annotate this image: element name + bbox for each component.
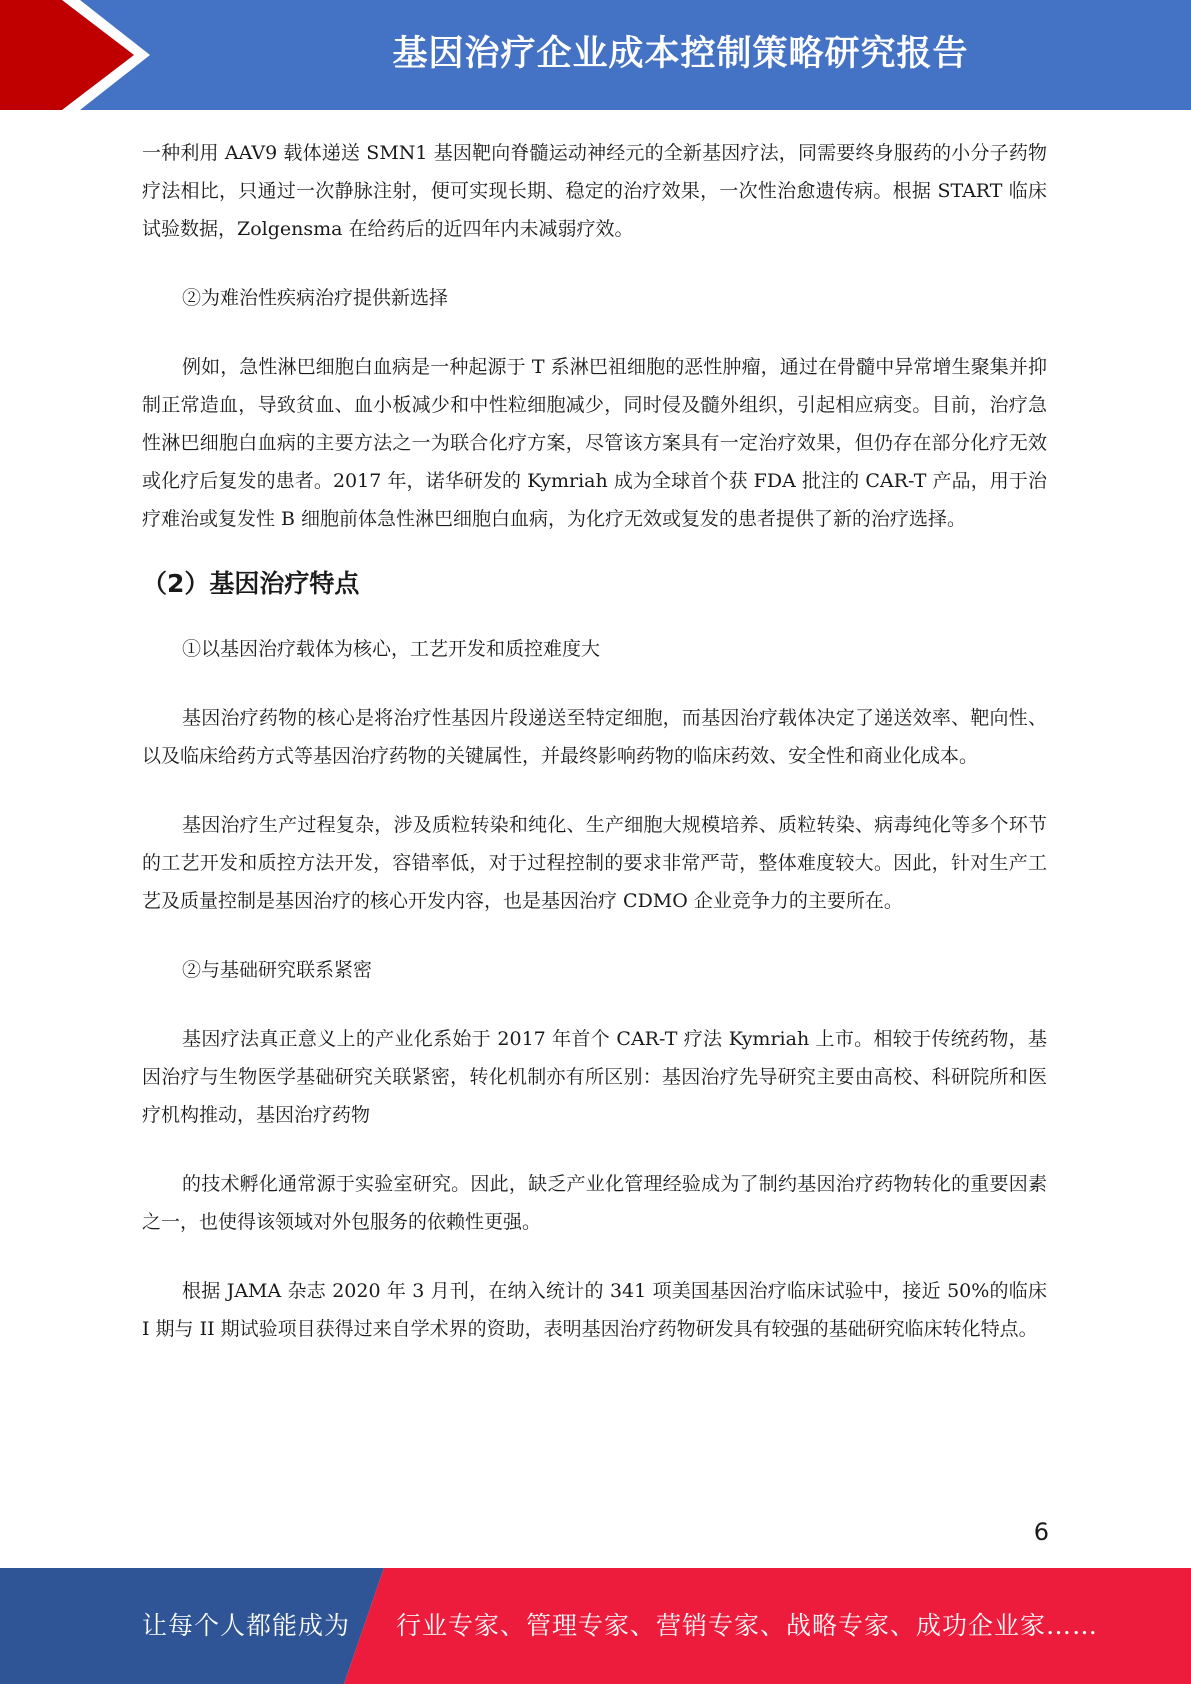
subheading-vector-core: ①以基因治疗载体为核心，工艺开发和质控难度大 <box>182 638 601 660</box>
subheading-basic-research: ②与基础研究联系紧密 <box>182 959 373 981</box>
subheading-new-choice: ②为难治性疾病治疗提供新选择 <box>182 287 449 309</box>
paragraph-industrialization: 基因疗法真正意义上的产业化系始于 2017 年首个 CAR-T 疗法 Kymriah 上市。相较于传统药物，基因治疗与生物医学基础研究关联紧密，转化机制亦有所区别：基因治疗先导研究主要由高校、科研院所和医疗机构推动，基因治疗药物 <box>142 1028 1047 1126</box>
page-content <box>142 134 1047 1348</box>
paragraph-vector: 基因治疗药物的核心是将治疗性基因片段递送至特定细胞，而基因治疗载体决定了递送效率、靶向性、以及临床给药方式等基因治疗药物的关键属性，并最终影响药物的临床药效、安全性和商业化成本。 <box>142 707 1047 767</box>
paragraph-intro: 一种利用 AAV9 载体递送 SMN1 基因靶向脊髓运动神经元的全新基因疗法，同需要终身服药的小分子药物疗法相比，只通过一次静脉注射，便可实现长期、稳定的治疗效果，一次性治愈遗传病。根据 START 临床试验数据，Zolgensma 在给药后的近四年内未减弱疗效。 <box>142 142 1047 240</box>
page-header <box>0 0 1191 110</box>
report-title: 基因治疗企业成本控制策略研究报告 <box>392 34 969 74</box>
paragraph-jama: 根据 JAMA 杂志 2020 年 3 月刊，在纳入统计的 341 项美国基因治疗临床试验中，接近 50%的临床 I 期与 II 期试验项目获得过来自学术界的资助，表明基因治疗药物研发具有较强的基础研究临床转化特点。 <box>142 1280 1047 1340</box>
section-heading: （2）基因治疗特点 <box>142 569 360 598</box>
page-footer <box>0 1568 1191 1684</box>
header-red-arrow-icon <box>0 0 150 110</box>
paragraph-incubation: 的技术孵化通常源于实验室研究。因此，缺乏产业化管理经验成为了制约基因治疗药物转化的重要因素之一，也使得该领域对外包服务的依赖性更强。 <box>142 1173 1047 1233</box>
paragraph-process: 基因治疗生产过程复杂，涉及质粒转染和纯化、生产细胞大规模培养、质粒转染、病毒纯化等多个环节的工艺开发和质控方法开发，容错率低，对于过程控制的要求非常严苛，整体难度较大。因此，针对生产工艺及质量控制是基因治疗的核心开发内容，也是基因治疗 CDMO 企业竞争力的主要所在。 <box>142 814 1047 912</box>
page-number: 6 <box>1033 1518 1049 1546</box>
paragraph-leukemia: 例如，急性淋巴细胞白血病是一种起源于 T 系淋巴祖细胞的恶性肿瘤，通过在骨髓中异常增生聚集并抑制正常造血，导致贫血、血小板减少和中性粒细胞减少，同时侵及髓外组织，引起相应病变。目前，治疗急性淋巴细胞白血病的主要方法之一为联合化疗方案，尽管该方案具有一定治疗效果，但仍存在部分化疗无效或化疗后复发的患者。2017 年，诺华研发的 Kymriah 成为全球首个获 FDA 批注的 CAR-T 产品，用于治疗难治或复发性 B 细胞前体急性淋巴细胞白血病，为化疗无效或复发的患者提供了新的治疗选择。 <box>142 356 1047 530</box>
footer-slogan-right: 行业专家、管理专家、营销专家、战略专家、成功企业家…… <box>396 1611 1099 1640</box>
footer-slogan-left: 让每个人都能成为 <box>142 1611 351 1640</box>
